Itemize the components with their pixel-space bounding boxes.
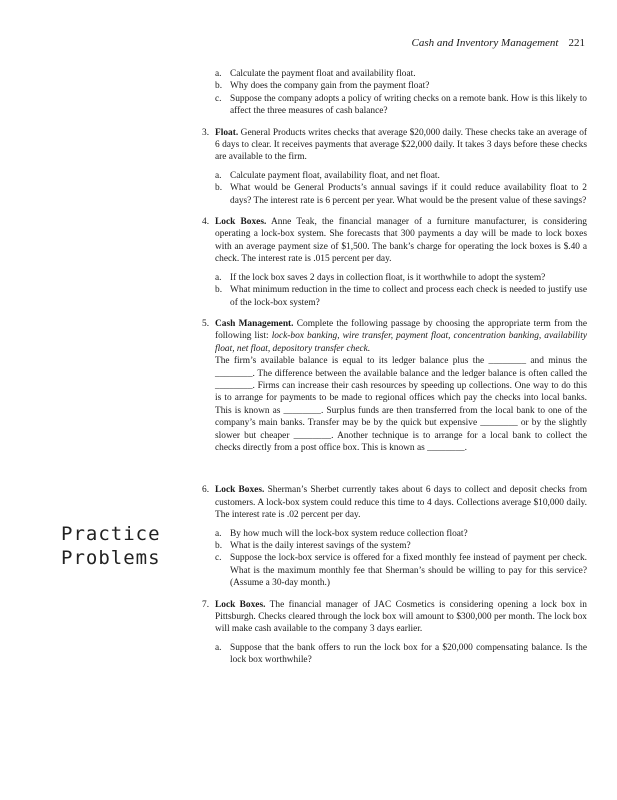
problem-5 bbox=[202, 318, 588, 454]
sub-label: a. bbox=[215, 170, 222, 181]
running-head bbox=[412, 37, 585, 49]
sub-item bbox=[215, 182, 587, 207]
sub-text: If the lock box saves 2 days in collection float, is it worthwhile to adopt the system? bbox=[230, 272, 546, 283]
problem-text: Anne Teak, the financial manager of a furniture manufacturer, is considering operating a lock-box system. She forecasts that 300 payments a day will be made to lock boxes with an average payment size of $1,500. The bank’s charge for operating the lock boxes is $.40 a check. The interest rate is .015 percent per day. bbox=[215, 217, 587, 265]
sub-text: Why does the company gain from the payment float? bbox=[230, 81, 430, 92]
section-heading-practice-problems bbox=[61, 522, 161, 570]
sub-item bbox=[215, 93, 587, 118]
sub-text: Calculate payment float, availability float, and net float. bbox=[230, 170, 440, 181]
sub-text: Calculate the payment float and availability float. bbox=[230, 69, 416, 79]
sub-label: b. bbox=[215, 285, 223, 296]
sub-label: b. bbox=[215, 183, 223, 194]
sub-text: Suppose the lock-box service is offered for a fixed monthly fee instead of payment per check. What is the maximum monthly fee that Sherman’s should be willing to pay for this service? (Assume a 30-day month.) bbox=[230, 553, 587, 589]
sub-label: c. bbox=[215, 553, 222, 564]
sub-text: Suppose that the bank offers to run the lock box for a $20,000 compensating balance. Is the lock box worthwhile? bbox=[230, 642, 587, 666]
sub-label: a. bbox=[215, 528, 222, 539]
problem-text: Sherman’s Sherbet currently takes about 6 days to collect and deposit checks from customers. A lock-box system could reduce this time to 4 days. Collections average $10,000 daily. The interest rate is .02 percent per day. bbox=[215, 485, 588, 521]
problem-6 bbox=[202, 484, 588, 521]
sub-item bbox=[215, 68, 587, 80]
sub-text: What would be General Products’s annual savings if it could reduce availability float to 2 days? The interest rate is 6 percent per year. What would be the present value of these savings? bbox=[230, 183, 587, 206]
problem-4 bbox=[202, 216, 587, 266]
sub-label: a. bbox=[215, 69, 222, 79]
sub-item bbox=[215, 540, 587, 552]
fill-in-passage: The firm’s available balance is equal to its ledger balance plus the ________ and minus the ________. The difference between the available balance and the ledger balance is often called the ________. Firms can increase their cash resources by speeding up collections. One way to do this is to arrange for payments to be made to regional offices which pay the checks into local banks. This is known as ________. Surplus funds are then transferred from the local bank to one of the company’s main banks. Transfer may be by the quick but expensive ________ or by the slightly slower but cheaper ________. Another technique is to arrange for a local bank to collect the checks directly from a post office box. This is known as ________. bbox=[215, 356, 587, 453]
sub-item bbox=[215, 80, 587, 92]
problem-3 bbox=[202, 127, 588, 164]
problem-number: 5. bbox=[202, 318, 210, 329]
problem-title: Cash Management. bbox=[215, 318, 294, 329]
problem-number: 3. bbox=[202, 127, 210, 138]
sub-text: What minimum reduction in the time to collect and process each check is needed to justify use of the lock-box system? bbox=[230, 285, 587, 308]
problem-title: Lock Boxes. bbox=[215, 599, 266, 610]
sub-item bbox=[215, 272, 587, 284]
sub-item bbox=[215, 284, 587, 309]
problem-title: Float. bbox=[215, 127, 239, 138]
section-heading-line-2: Problems bbox=[61, 547, 161, 569]
problem-intro: Complete the following passage by choosing the appropriate term from the following list: bbox=[215, 318, 587, 342]
sub-label: b. bbox=[215, 81, 223, 92]
sub-text: What is the daily interest savings of the system? bbox=[230, 541, 411, 551]
main-text bbox=[202, 68, 588, 667]
sub-label: c. bbox=[215, 93, 222, 104]
problem-7 bbox=[202, 599, 587, 636]
problem-number: 6. bbox=[202, 485, 210, 496]
problem-number: 4. bbox=[202, 217, 210, 228]
sub-item bbox=[215, 642, 587, 667]
chapter-title: Cash and Inventory Management bbox=[411, 37, 559, 49]
section-heading-line-1: Practice bbox=[61, 523, 161, 545]
sub-label: a. bbox=[215, 272, 222, 283]
sub-label: a. bbox=[215, 642, 222, 653]
sub-text: By how much will the lock-box system reduce collection float? bbox=[230, 528, 468, 539]
sub-item bbox=[215, 170, 587, 182]
page-number: 221 bbox=[568, 37, 585, 49]
sub-item bbox=[215, 528, 587, 540]
problem-title: Lock Boxes. bbox=[215, 485, 265, 496]
problem-text: General Products writes checks that average $20,000 daily. These checks take an average of 6 days to clear. It receives payments that average $22,000 daily. It takes 3 days before these checks are available to the firm. bbox=[215, 127, 588, 163]
sub-text: Suppose the company adopts a policy of writing checks on a remote bank. How is this likely to affect the three measures of cash balance? bbox=[230, 93, 587, 117]
term-list: lock-box banking, wire transfer, payment float, concentration banking, availability float, net float, depository transfer check. bbox=[215, 331, 588, 354]
problem-text: The financial manager of JAC Cosmetics is considering opening a lock box in Pittsburgh. Checks cleared through the lock box will amount to $300,000 per month. The lock box will make cash available to the company 3 days earlier. bbox=[215, 599, 587, 635]
problem-title: Lock Boxes. bbox=[215, 217, 267, 228]
sub-label: b. bbox=[215, 541, 223, 551]
sub-item bbox=[215, 552, 587, 589]
problem-number: 7. bbox=[202, 599, 210, 610]
